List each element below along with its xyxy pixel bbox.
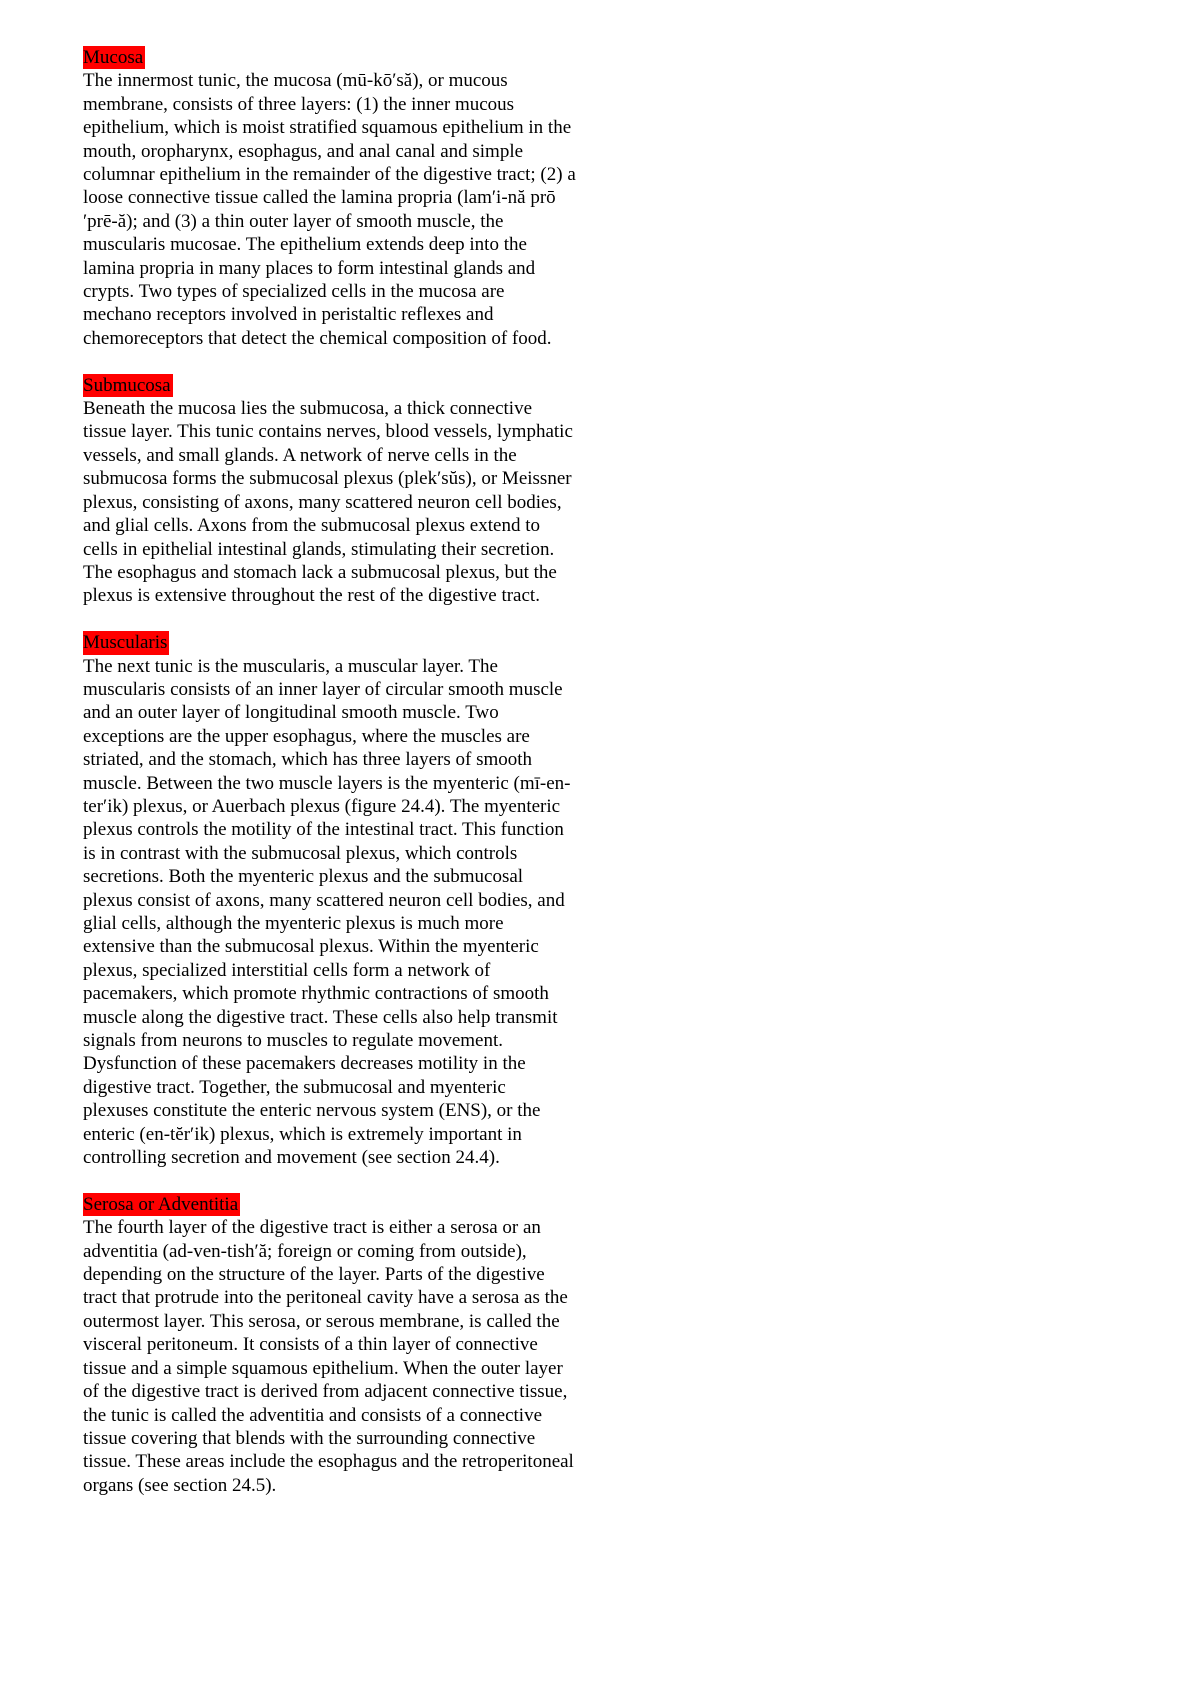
section-body: The next tunic is the muscularis, a muscular layer. The muscularis consists of an inner layer of circular smooth muscle and an outer layer of longitudinal smooth muscle. Two exceptions are the upper esophagus, where the muscles are striated, and the stomach, which has three layers of smooth muscle. Between the two muscle layers is the myenteric (mī-en- ter′ik) plexus, or Auerbach plexus (figure 24.4). The myenteric plexus controls the motility of the intestinal tract. This function is in contrast with the submucosal plexus, which controls secretions. Both the myenteric plexus and the submucosal plexus consist of axons, many scattered neuron cell bodies, and glial cells, although the myenteric plexus is much more extensive than the submucosal plexus. Within the myenteric plexus, specialized interstitial cells form a network of pacemakers, which promote rhythmic contractions of smooth muscle along the digestive tract. These cells also help transmit signals from neurons to muscles to regulate movement. Dysfunction of these pacemakers decreases motility in the digestive tract. Together, the submucosal and myenteric plexuses constitute the enteric nervous system (ENS), or the enteric (en-tĕr′ik) plexus, which is extremely important in controlling secretion and movement (see section 24.4). bbox=[83, 655, 571, 1169]
section-body: The innermost tunic, the mucosa (mū-kō′să), or mucous membrane, consists of three layers: (1) the inner mucous epithelium, which is moist stratified squamous epithelium in the mouth, oropharynx, esophagus, and anal canal and simple columnar epithelium in the remainder of the digestive tract; (2) a loose connective tissue called the lamina propria (lam′i-nă prō ′prē-ă); and (3) a thin outer layer of smooth muscle, the muscularis mucosae. The epithelium extends deep into the lamina propria in many places to form intestinal glands and crypts. Two types of specialized cells in the mucosa are mechano receptors involved in peristaltic reflexes and chemoreceptors that detect the chemical composition of food. bbox=[83, 70, 576, 349]
section-body: Beneath the mucosa lies the submucosa, a thick connective tissue layer. This tunic contains nerves, blood vessels, lymphatic vessels, and small glands. A network of nerve cells in the submucosa forms the submucosal plexus (plek′sŭs), or Meissner plexus, consisting of axons, many scattered neuron cell bodies, and glial cells. Axons from the submucosal plexus extend to cells in epithelial intestinal glands, stimulating their secretion. The esophagus and stomach lack a submucosal plexus, but the plexus is extensive throughout the rest of the digestive tract. bbox=[83, 398, 573, 607]
section-mucosa bbox=[83, 46, 623, 350]
section-heading: Muscularis bbox=[83, 632, 168, 654]
section-heading: Serosa or Adventitia bbox=[83, 1193, 239, 1215]
section-heading: Mucosa bbox=[83, 47, 144, 68]
section-muscularis bbox=[83, 631, 623, 1169]
section-heading: Submucosa bbox=[83, 374, 171, 396]
document-page bbox=[83, 46, 623, 1521]
section-serosa-adventitia bbox=[83, 1193, 623, 1497]
section-body: The fourth layer of the digestive tract is either a serosa or an adventitia (ad-ven-tish′ă; foreign or coming from outside), depending on the structure of the layer. Parts of the digestive tract that protrude into the peritoneal cavity have a serosa as the outermost layer. This serosa, or serous membrane, is called the visceral peritoneum. It consists of a thin layer of connective tissue and a simple squamous epithelium. When the outer layer of the digestive tract is derived from adjacent connective tissue, the tunic is called the adventitia and consists of a connective tissue covering that blends with the surrounding connective tissue. These areas include the esophagus and the retroperitoneal organs (see section 24.5). bbox=[83, 1217, 574, 1496]
section-submucosa bbox=[83, 374, 623, 608]
